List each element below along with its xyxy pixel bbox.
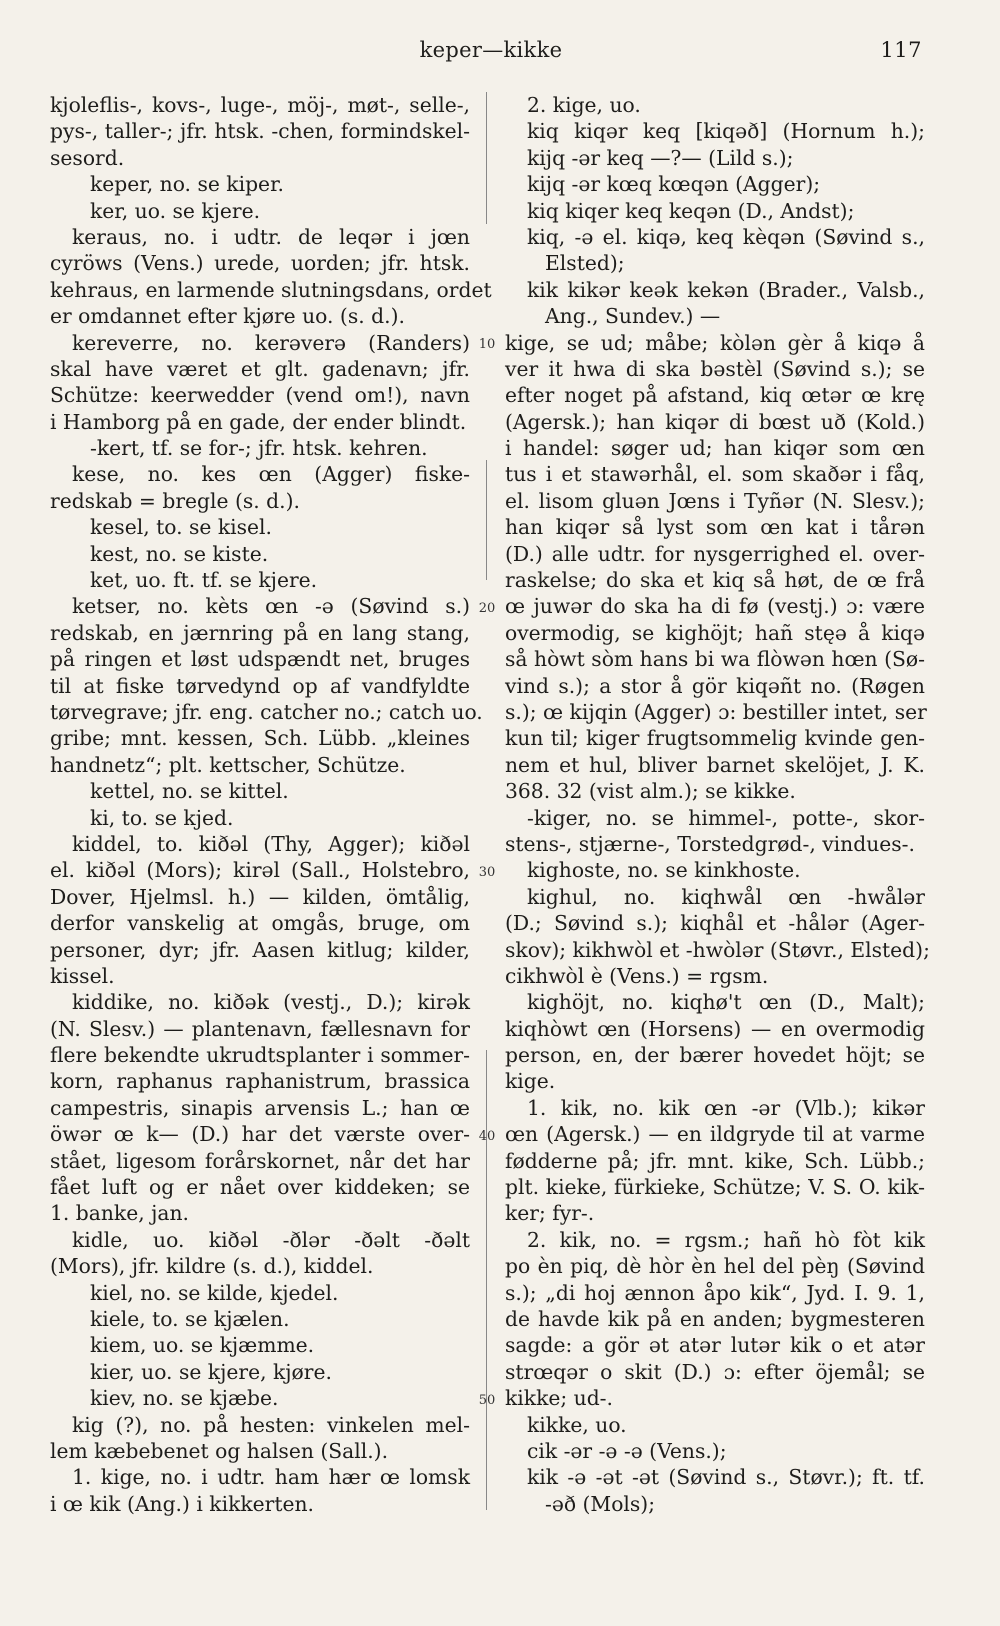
text-line: tus i et stawərhål, el. som skaðər i fåq, (505, 462, 925, 487)
text-line: kissel. (50, 963, 115, 988)
text-line: flere bekendte ukrudtsplanter i sommer- (50, 1043, 470, 1068)
line-number: 10 (478, 336, 496, 352)
text-line: ker, uo. se kjere. (90, 198, 261, 223)
text-line: -əð (Mols); (545, 1491, 656, 1516)
text-line: i handel: søger ud; han kiqər som œn (505, 436, 925, 461)
text-line: kjoleflis-, kovs-, luge-, möj-, møt-, selle-, (50, 93, 470, 117)
text-line: i Hamborg på en gade, der ender blindt. (50, 409, 467, 434)
text-line: redskab, en jærnring på en lang stang, (50, 620, 470, 645)
text-line: kehraus, en larmende slutningsdans, ordet (50, 277, 492, 302)
text-line: s.); „di hoj ænnon åpo kik“, Jyd. I. 9. 1, (505, 1280, 925, 1305)
text-line: kier, uo. se kjere, kjøre. (90, 1359, 332, 1384)
line-number: 20 (478, 600, 496, 616)
text-line: kun til; kiger frugtsommelig kvinde gen- (505, 726, 925, 751)
text-line: (Mors), jfr. kildre (s. d.), kiddel. (50, 1254, 374, 1279)
page-number: 117 (880, 38, 922, 62)
text-line: tørvegrave; jfr. eng. catcher no.; catch uo. (50, 699, 483, 724)
text-line: kiq, -ə el. kiqə, keq kèqən (Søvind s., (527, 224, 925, 249)
text-line: 1. kige, no. i udtr. ham hær œ lomsk (72, 1465, 470, 1490)
text-line: (N. Slesv.) — plantenavn, fællesnavn for (50, 1016, 470, 1041)
text-line: kighöjt, no. kiqhø't œn (D., Malt); (527, 990, 925, 1015)
text-line: kikke, uo. (527, 1412, 627, 1437)
text-line: Schütze: keerwedder (vend om!), navn (50, 383, 470, 408)
text-line: Elsted); (545, 251, 625, 276)
text-line: kiel, no. se kilde, kjedel. (90, 1280, 339, 1305)
text-line: så hòwt sòm hans bi wa flòwən hœn (Sø- (505, 647, 925, 672)
line-number: 30 (478, 864, 496, 880)
text-line: skal have været et glt. gadenavn; jfr. (50, 356, 470, 381)
text-line: kesel, to. se kisel. (90, 515, 272, 540)
text-line: 368. 32 (vist alm.); se kikke. (505, 779, 796, 804)
column-rule (486, 1050, 487, 1510)
text-line: ket, uo. ft. tf. se kjere. (90, 568, 318, 593)
text-line: öwər œ k— (D.) har det værste over- (50, 1122, 470, 1147)
text-line: keraus, no. i udtr. de leqər i jœn (72, 224, 470, 249)
text-line: er omdannet efter kjøre uo. (s. d.). (50, 304, 405, 329)
text-line: Dover, Hjelmsl. h.) — kilden, ömtålig, (50, 884, 470, 909)
text-line: (D.) alle udtr. for nysgerrighed el. over- (505, 541, 925, 566)
text-line: efter noget på afstand, kiq œtər œ krę (505, 383, 925, 408)
text-line: 2. kige, uo. (527, 93, 641, 117)
text-line: stået, ligesom forårskornet, når det har (50, 1148, 470, 1173)
text-line: kijq -ər keq —?— (Lild s.); (527, 145, 794, 170)
text-line: pys-, taller-; jfr. htsk. -chen, formindskel- (50, 119, 470, 144)
running-title: keper—kikke (419, 38, 563, 62)
text-line: kiele, to. se kjælen. (90, 1306, 290, 1331)
text-line: ker; fyr-. (505, 1201, 595, 1226)
text-line: sesord. (50, 145, 125, 170)
text-line: œn (Agersk.) — en ildgryde til at varme (505, 1122, 925, 1147)
text-line: gribe; mnt. kessen, Sch. Lübb. „kleines (50, 726, 470, 751)
text-line: kige. (505, 1069, 556, 1094)
text-line: kijq -ər kœq kœqən (Agger); (527, 172, 821, 197)
text-line: kiq kiqer keq keqən (D., Andst); (527, 198, 855, 223)
text-line: kik kikər keək kekən (Brader., Valsb., (527, 277, 925, 302)
text-line: ketser, no. kèts œn -ə (Søvind s.) (72, 594, 470, 619)
text-line: -kert, tf. se for-; jfr. htsk. kehren. (90, 436, 428, 461)
text-line: handnetz“; plt. kettscher, Schütze. (50, 752, 406, 777)
text-line: keper, no. se kiper. (90, 172, 284, 197)
text-line: (Agersk.); han kiqər di bœst uð (Kold.) (505, 409, 925, 434)
text-line: s.); œ kijqin (Agger) ɔ: bestiller intet, ser (505, 699, 927, 724)
text-line: i œ kik (Ang.) i kikkerten. (50, 1491, 315, 1516)
text-line: ki, to. se kjed. (90, 805, 234, 830)
text-line: campestris, sinapis arvensis L.; han œ (50, 1095, 470, 1120)
text-line: kikke; ud-. (505, 1386, 613, 1411)
text-line: cyröws (Vens.) urede, uorden; jfr. htsk. (50, 251, 470, 276)
text-line: kighul, no. kiqhwål œn -hwålər (527, 884, 925, 909)
text-line: til at fiske tørvedynd op af vandfyldte (50, 673, 470, 698)
text-line: han kiqər så lyst som œn kat i tårən (505, 515, 925, 540)
text-line: -kiger, no. se himmel-, potte-, skor- (527, 805, 925, 830)
text-line: derfor vanskelig at omgås, bruge, om (50, 911, 470, 936)
column-rule (486, 92, 487, 224)
text-line: cikhwòl è (Vens.) = rgsm. (505, 963, 769, 988)
text-line: 2. kik, no. = rgsm.; hañ hò fòt kik (527, 1227, 925, 1252)
page-header (60, 38, 922, 68)
text-line: kereverre, no. kerəverə (Randers) (72, 330, 470, 355)
text-line: korn, raphanus raphanistrum, brassica (50, 1069, 470, 1094)
text-line: Ang., Sundev.) — (545, 304, 721, 329)
text-line: po èn piq, dè hòr èn hel del pèŋ (Søvind (505, 1254, 925, 1279)
text-line: fået luft og er nået over kiddeken; se (50, 1175, 470, 1200)
right-column (505, 92, 930, 1517)
text-line: nem et hul, bliver barnet skelöjet, J. K. (505, 752, 925, 777)
text-line: el. kiðəl (Mors); kirəl (Sall., Holstebro, (50, 858, 470, 883)
text-line: sagde: a gör ət atər lutər kik o et atər (505, 1333, 925, 1358)
text-line: kiq kiqər keq [kiqəð] (Hornum h.); (527, 119, 925, 144)
text-line: redskab = bregle (s. d.). (50, 488, 300, 513)
text-line: kiem, uo. se kjæmme. (90, 1333, 315, 1358)
text-line: kig (?), no. på hesten: vinkelen mel- (72, 1412, 470, 1437)
text-line: kese, no. kes œn (Agger) fiske- (72, 462, 470, 487)
text-line: skov); kikhwòl et -hwòlər (Støvr., Elsted); (505, 937, 930, 962)
line-number: 50 (478, 1392, 496, 1408)
text-line: kiev, no. se kjæbe. (90, 1386, 279, 1411)
text-line: personer, dyr; jfr. Aasen kitlug; kilder, (50, 937, 470, 962)
text-line: strœqər o skit (D.) ɔ: efter öjemål; se (505, 1359, 925, 1384)
text-line: plt. kieke, fürkieke, Schütze; V. S. O. kik- (505, 1175, 925, 1200)
text-line: stens-, stjærne-, Torstedgrød-, vindues-. (505, 831, 915, 856)
text-line: kiqhòwt œn (Horsens) — en overmodig (505, 1016, 925, 1041)
text-line: ver it hwa di ska bəstèl (Søvind s.); se (505, 356, 925, 381)
text-line: raskelse; do ska et kiq så høt, de œ frå (505, 568, 925, 593)
text-line: 1. banke, jan. (50, 1201, 190, 1226)
text-line: (D.; Søvind s.); kiqhål et -hålər (Ager- (505, 911, 925, 936)
text-line: kiddike, no. kiðək (vestj., D.); kirək (72, 990, 470, 1015)
text-line: på ringen et løst udspændt net, bruges (50, 647, 470, 672)
text-line: overmodig, se kighöjt; hañ stęə å kiqə (505, 620, 925, 645)
text-line: vind s.); a stor å gör kiqəñt no. (Røgen (505, 673, 925, 698)
text-line: kige, se ud; måbe; kòlən gèr å kiqə å (505, 330, 925, 355)
column-rule (486, 460, 487, 580)
text-line: œ juwər do ska ha di fø (vestj.) ɔ: være (505, 594, 925, 619)
text-line: lem kæbebenet og halsen (Sall.). (50, 1438, 389, 1463)
text-line: kettel, no. se kittel. (90, 779, 289, 804)
text-line: kik -ə -ət -ət (Søvind s., Støvr.); ft. tf. (527, 1465, 925, 1490)
text-line: el. lisom gluən Jœns i Tyñər (N. Slesv.); (505, 488, 925, 513)
text-line: kidle, uo. kiðəl -ðlər -ðəlt -ðəlt (72, 1227, 470, 1252)
text-line: fødderne på; jfr. mnt. kike, Sch. Lübb.; (505, 1148, 925, 1173)
line-number: 40 (478, 1128, 496, 1144)
text-line: person, en, der bærer hovedet höjt; se (505, 1043, 925, 1068)
text-line: kighoste, no. se kinkhoste. (527, 858, 801, 883)
text-line: cik -ər -ə -ə (Vens.); (527, 1438, 727, 1463)
text-line: kest, no. se kiste. (90, 541, 269, 566)
text-line: de havde kik på en anden; bygmesteren (505, 1306, 925, 1331)
text-line: 1. kik, no. kik œn -ər (Vlb.); kikər (527, 1095, 925, 1120)
text-line: kiddel, to. kiðəl (Thy, Agger); kiðəl (72, 831, 470, 856)
